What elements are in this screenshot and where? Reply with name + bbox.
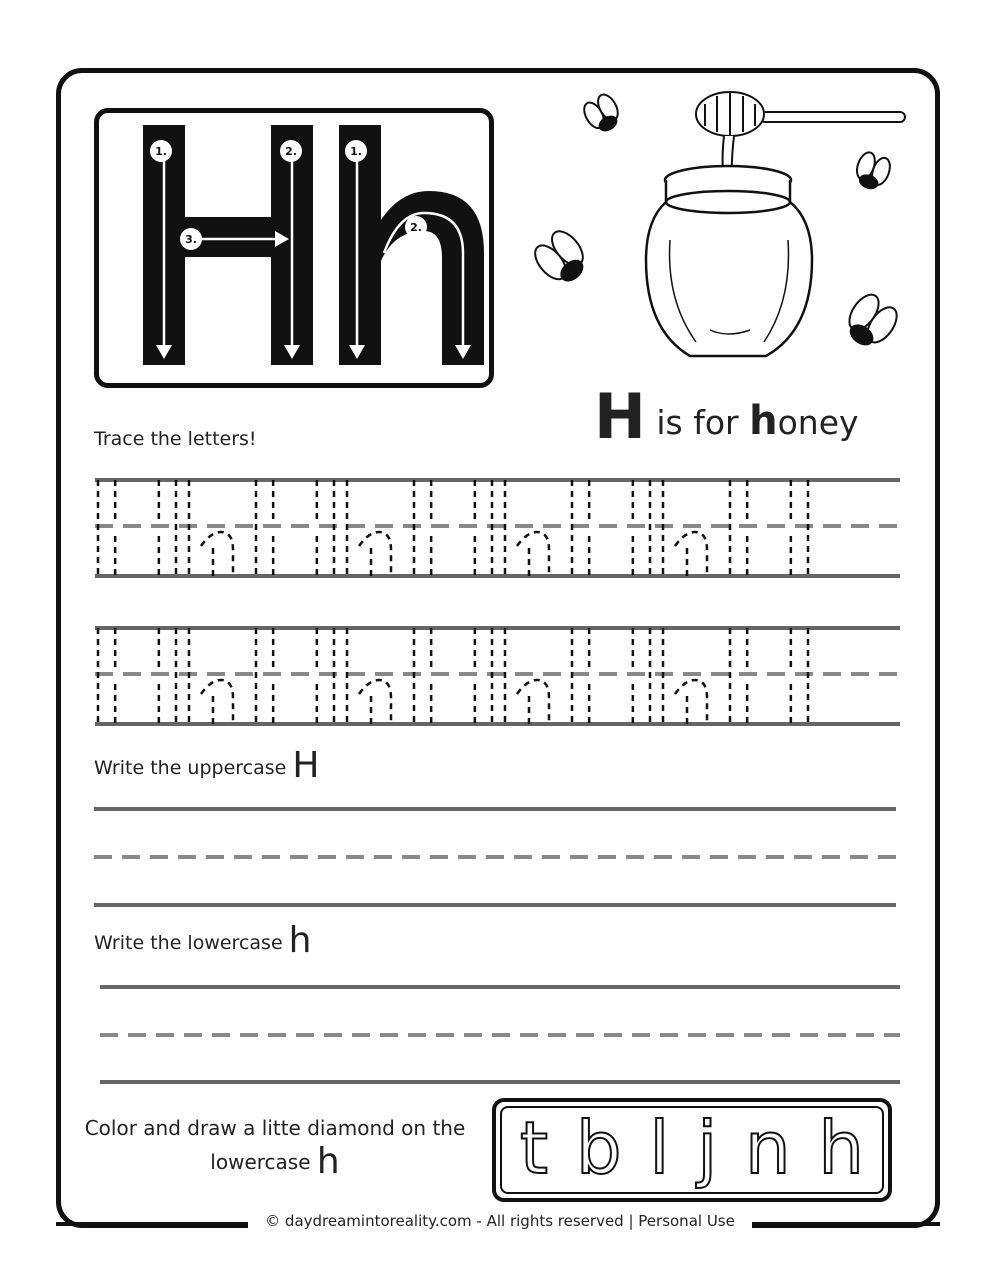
trace-letter-list bbox=[0, 0, 1, 1]
step-label-upper-left: 1. bbox=[155, 145, 167, 158]
letter-stroke-box bbox=[94, 108, 494, 388]
write-uppercase-text: Write the uppercase bbox=[94, 757, 293, 779]
color-task-line1: Color and draw a litte diamond on the bbox=[84, 1116, 466, 1140]
outline-letter[interactable]: l bbox=[649, 1106, 670, 1190]
step-label-lower-hump: 2. bbox=[410, 221, 422, 234]
color-letters-box bbox=[492, 1098, 892, 1202]
color-task-line2: lowercase h bbox=[210, 1141, 340, 1182]
outline-letter[interactable]: b bbox=[575, 1106, 622, 1190]
caption-bold-letter: h bbox=[749, 398, 778, 444]
write-lowercase-lines[interactable] bbox=[96, 978, 904, 1088]
outline-letter[interactable]: h bbox=[818, 1106, 865, 1190]
outline-letter[interactable]: t bbox=[519, 1106, 549, 1190]
write-uppercase-label bbox=[94, 745, 319, 786]
trace-letter-glyph[interactable] bbox=[414, 628, 492, 724]
trace-rows bbox=[90, 472, 905, 732]
letter-stroke-diagram bbox=[99, 113, 489, 383]
letter-caption bbox=[594, 380, 859, 453]
write-lowercase-text: Write the lowercase bbox=[94, 932, 289, 954]
trace-title: Trace the letters! bbox=[94, 428, 257, 450]
step-label-lower-stem: 1. bbox=[350, 145, 362, 158]
write-lowercase-letter: h bbox=[288, 920, 312, 961]
honey-jar-icon bbox=[646, 166, 812, 356]
footer-copyright: © daydreamintoreality.com - All rights reserved | Personal Use bbox=[248, 1212, 752, 1230]
caption-middle: is for bbox=[645, 403, 750, 442]
outline-letter[interactable]: n bbox=[744, 1106, 791, 1190]
write-lowercase-label bbox=[94, 920, 312, 961]
write-uppercase-letter: H bbox=[292, 745, 320, 786]
write-uppercase-lines[interactable] bbox=[90, 800, 900, 910]
caption-word-rest: oney bbox=[777, 403, 859, 442]
honey-illustration bbox=[520, 80, 920, 370]
step-label-upper-cross: 3. bbox=[185, 233, 197, 246]
color-task-instruction bbox=[80, 1112, 470, 1182]
trace-letter-glyph[interactable] bbox=[414, 480, 492, 576]
outline-letter-row bbox=[506, 1102, 878, 1194]
outline-letter[interactable]: j bbox=[697, 1106, 718, 1190]
caption-big-letter: H bbox=[594, 380, 646, 453]
step-label-upper-right: 2. bbox=[285, 145, 297, 158]
trace-letter bbox=[0, 0, 1, 1]
